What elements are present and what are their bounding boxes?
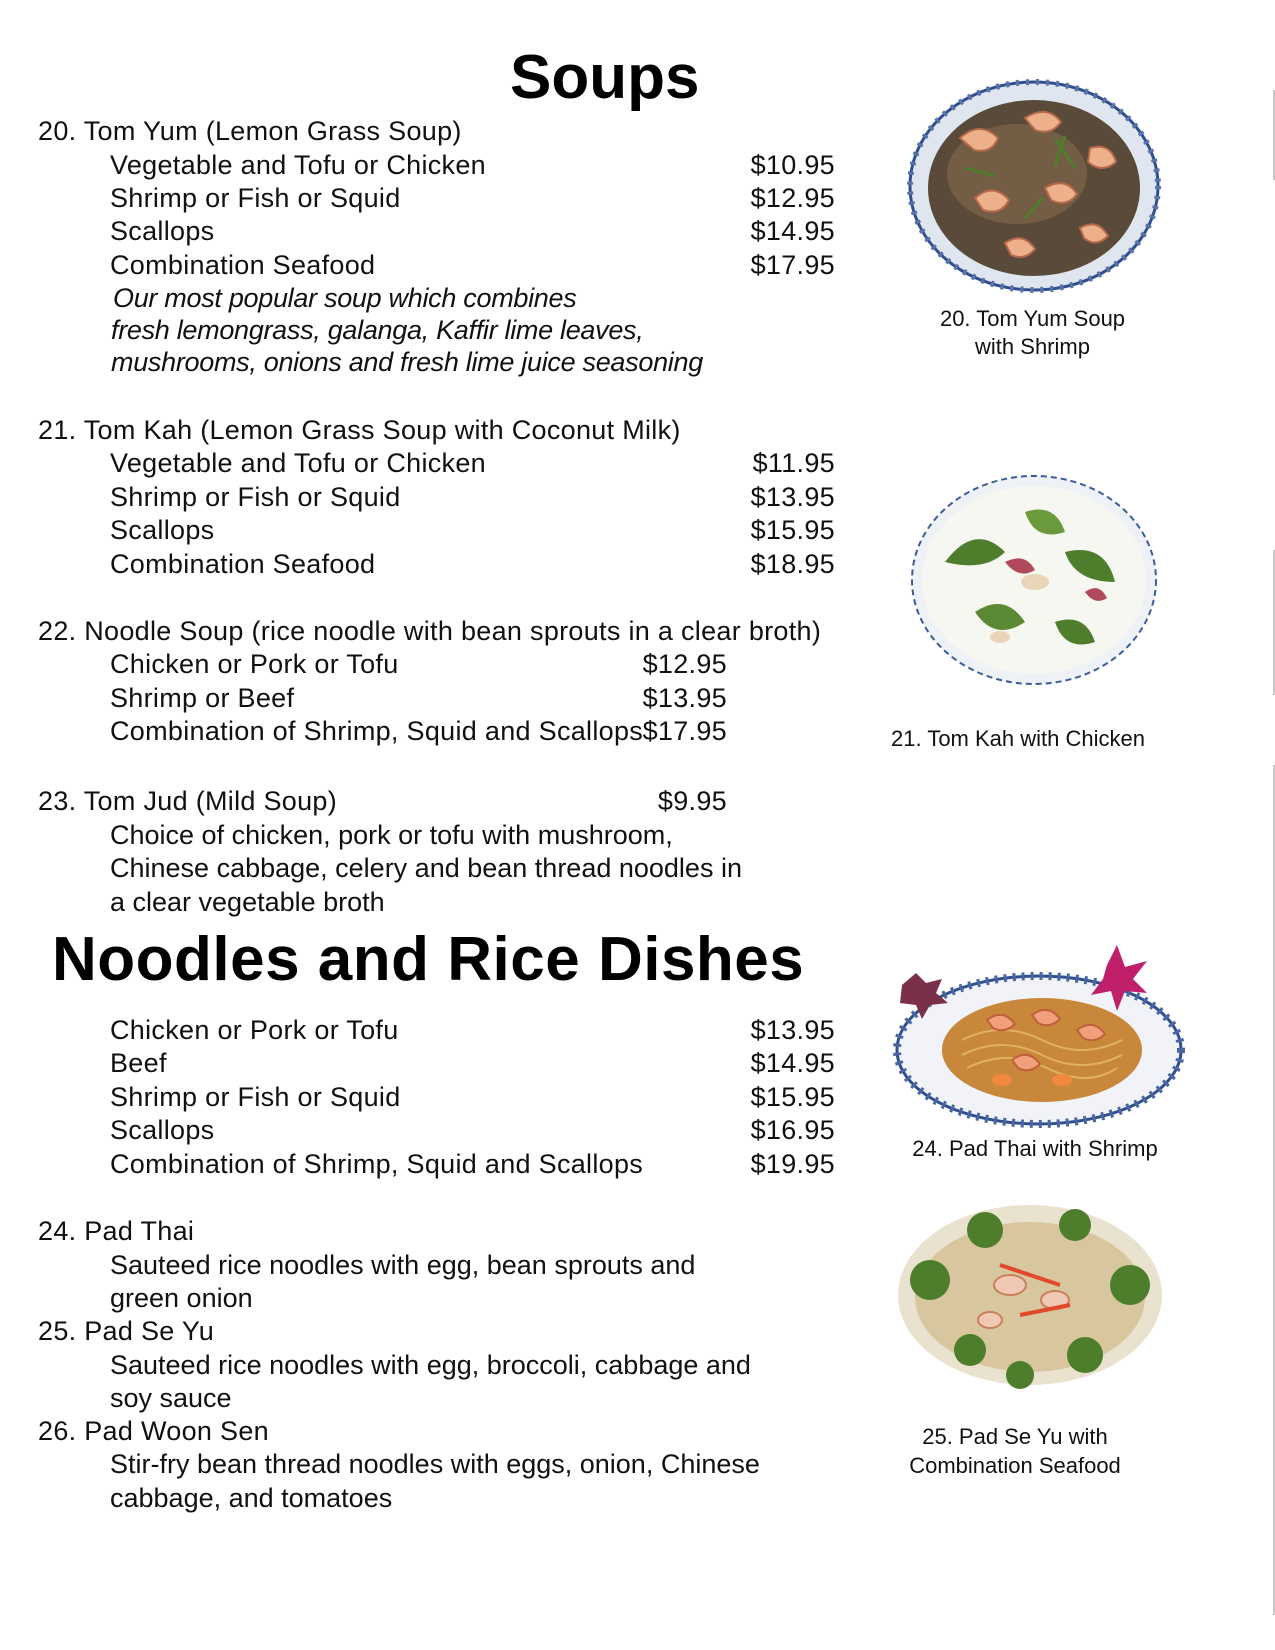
- noodle-soup-option-label: Shrimp or Beef: [110, 683, 295, 713]
- noodles-option-price: $15.95: [750, 1082, 835, 1112]
- pad-se-yu-name: 25. Pad Se Yu: [38, 1316, 215, 1346]
- tom-yum-option-price: $17.95: [750, 250, 835, 280]
- noodles-option-label: Scallops: [110, 1115, 215, 1145]
- tom-kah-caption: 21. Tom Kah with Chicken: [891, 726, 1145, 751]
- tom-kah-option-price: $13.95: [750, 482, 835, 512]
- tom-yum-description: fresh lemongrass, galanga, Kaffir lime leaves,: [111, 315, 644, 345]
- tom-jud-name: 23. Tom Jud (Mild Soup): [38, 786, 338, 816]
- noodles-option-label: Chicken or Pork or Tofu: [110, 1015, 399, 1045]
- tom-kah-option-label: Shrimp or Fish or Squid: [110, 482, 401, 512]
- noodle-soup-option-price: $17.95: [642, 716, 727, 746]
- tom-yum-option-price: $12.95: [750, 183, 835, 213]
- noodles-option-price: $13.95: [750, 1015, 835, 1045]
- tom-yum-option-label: Vegetable and Tofu or Chicken: [110, 150, 486, 180]
- tom-kah-option-label: Scallops: [110, 515, 215, 545]
- pad-se-yu-description: soy sauce: [110, 1383, 232, 1413]
- tom-yum-name: 20. Tom Yum (Lemon Grass Soup): [38, 116, 462, 146]
- tom-yum-option-label: Combination Seafood: [110, 250, 376, 280]
- pad-se-yu-description: Sauteed rice noodles with egg, broccoli, cabbage and: [110, 1350, 751, 1380]
- tom-yum-option-price: $14.95: [750, 216, 835, 246]
- noodle-soup-option-price: $13.95: [642, 683, 727, 713]
- noodle-soup-option-label: Combination of Shrimp, Squid and Scallops: [110, 716, 644, 746]
- pad-thai-description: green onion: [110, 1283, 253, 1313]
- tom-yum-description: Our most popular soup which combines: [113, 283, 577, 313]
- tom-jud-description: Choice of chicken, pork or tofu with mushroom,: [110, 820, 673, 850]
- pad-thai-photo: [892, 940, 1187, 1130]
- noodles-option-price: $16.95: [750, 1115, 835, 1145]
- noodles-option-label: Combination of Shrimp, Squid and Scallops: [110, 1149, 644, 1179]
- tom-yum-option-price: $10.95: [750, 150, 835, 180]
- tom-kah-option-price: $11.95: [752, 448, 835, 478]
- pad-se-yu-caption: 25. Pad Se Yu with: [922, 1424, 1108, 1449]
- pad-thai-description: Sauteed rice noodles with egg, bean sprouts and: [110, 1250, 696, 1280]
- noodle-soup-name: 22. Noodle Soup (rice noodle with bean sprouts in a clear broth): [38, 616, 822, 646]
- pad-woon-sen-description: cabbage, and tomatoes: [110, 1483, 393, 1513]
- pad-woon-sen-description: Stir-fry bean thread noodles with eggs, onion, Chinese: [110, 1449, 760, 1479]
- tom-yum-option-label: Scallops: [110, 216, 215, 246]
- noodles-option-price: $19.95: [750, 1149, 835, 1179]
- noodles-option-label: Shrimp or Fish or Squid: [110, 1082, 401, 1112]
- pad-se-yu-photo: [890, 1185, 1170, 1395]
- tom-kah-photo: [905, 462, 1163, 692]
- tom-jud-description: a clear vegetable broth: [110, 887, 385, 917]
- tom-kah-name: 21. Tom Kah (Lemon Grass Soup with Coconut Milk): [38, 415, 681, 445]
- noodles-heading: Noodles and Rice Dishes: [52, 925, 805, 994]
- pad-woon-sen-name: 26. Pad Woon Sen: [38, 1416, 269, 1446]
- soups-heading: Soups: [510, 43, 700, 112]
- tom-jud-description: Chinese cabbage, celery and bean thread noodles in: [110, 853, 742, 883]
- tom-jud-price: $9.95: [657, 786, 727, 816]
- tom-kah-option-price: $18.95: [750, 549, 835, 579]
- noodles-option-price: $14.95: [750, 1048, 835, 1078]
- pad-thai-caption: 24. Pad Thai with Shrimp: [912, 1136, 1158, 1161]
- pad-se-yu-caption: Combination Seafood: [909, 1453, 1121, 1478]
- tom-kah-option-price: $15.95: [750, 515, 835, 545]
- tom-yum-caption: with Shrimp: [975, 334, 1090, 359]
- pad-thai-name: 24. Pad Thai: [38, 1216, 195, 1246]
- tom-kah-option-label: Combination Seafood: [110, 549, 376, 579]
- tom-yum-description: mushrooms, onions and fresh lime juice seasoning: [111, 347, 703, 377]
- tom-kah-option-label: Vegetable and Tofu or Chicken: [110, 448, 486, 478]
- tom-yum-caption: 20. Tom Yum Soup: [939, 306, 1126, 331]
- tom-yum-soup-photo: [905, 78, 1163, 298]
- tom-yum-option-label: Shrimp or Fish or Squid: [110, 183, 401, 213]
- noodles-option-label: Beef: [110, 1048, 167, 1078]
- noodle-soup-option-label: Chicken or Pork or Tofu: [110, 649, 399, 679]
- noodle-soup-option-price: $12.95: [642, 649, 727, 679]
